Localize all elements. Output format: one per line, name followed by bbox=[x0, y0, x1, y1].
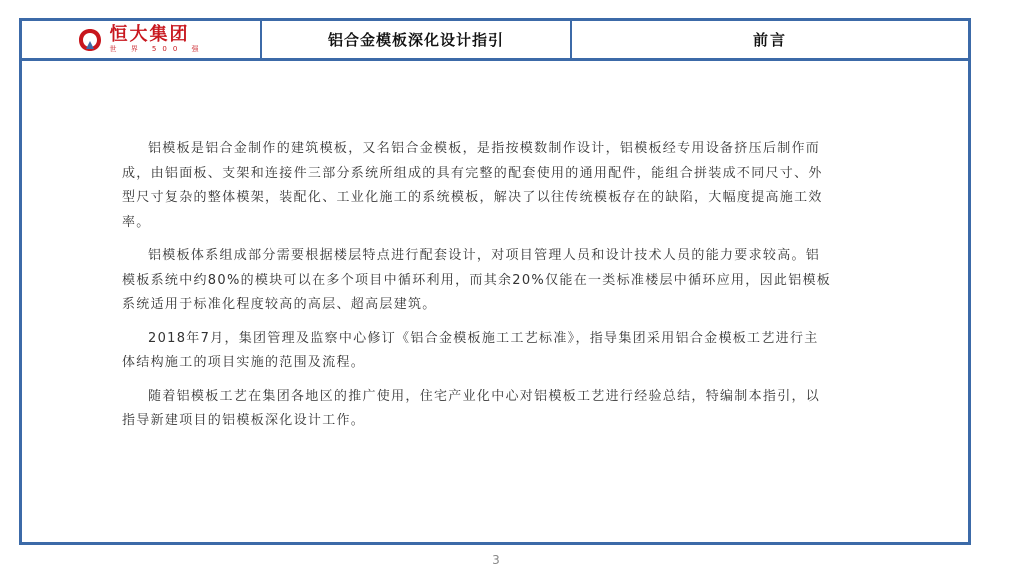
paragraph: 铝模板是铝合金制作的建筑模板，又名铝合金模板，是指按模数制作设计，铝模板经专用设备挤压后制作而成，由铝面板、支架和连接件三部分系统所组成的具有完整的配套使用的通用配件，能组合拼装成不同尺寸、外型尺寸复杂的整体模架，装配化、工业化施工的系统模板，解决了以往传统模板存在的缺陷，大幅度提高施工效率。 bbox=[122, 141, 823, 230]
page-number: 3 bbox=[492, 553, 500, 567]
logo-tagline: 世 界 500 强 bbox=[109, 45, 205, 53]
evergrande-logo-icon bbox=[77, 27, 103, 53]
section-title: 前言 bbox=[752, 31, 787, 49]
paragraph: 2018年7月，集团管理及监察中心修订《铝合金模板施工工艺标准》，指导集团采用铝合金模板工艺进行主体结构施工的项目实施的范围及流程。 bbox=[122, 330, 819, 370]
logo-cell bbox=[22, 21, 262, 58]
logo-name: 恒大集团 bbox=[109, 24, 190, 45]
paragraph: 铝模板体系组成部分需要根据楼层特点进行配套设计，对项目管理人员和设计技术人员的能力要求较高。铝模板系统中约80%的模块可以在多个项目中循环利用，而其余20%仅能在一类标准楼层中循环应用，因此铝模板系统适用于标准化程度较高的高层、超高层建筑。 bbox=[122, 248, 832, 312]
company-logo bbox=[77, 26, 204, 53]
body-text bbox=[122, 137, 832, 443]
paragraph: 随着铝模板工艺在集团各地区的推广使用，住宅产业化中心对铝模板工艺进行经验总结，特编制本指引，以指导新建项目的铝模板深化设计工作。 bbox=[122, 388, 821, 428]
header-table bbox=[22, 21, 968, 61]
document-title: 铝合金模板深化设计指引 bbox=[262, 21, 572, 58]
